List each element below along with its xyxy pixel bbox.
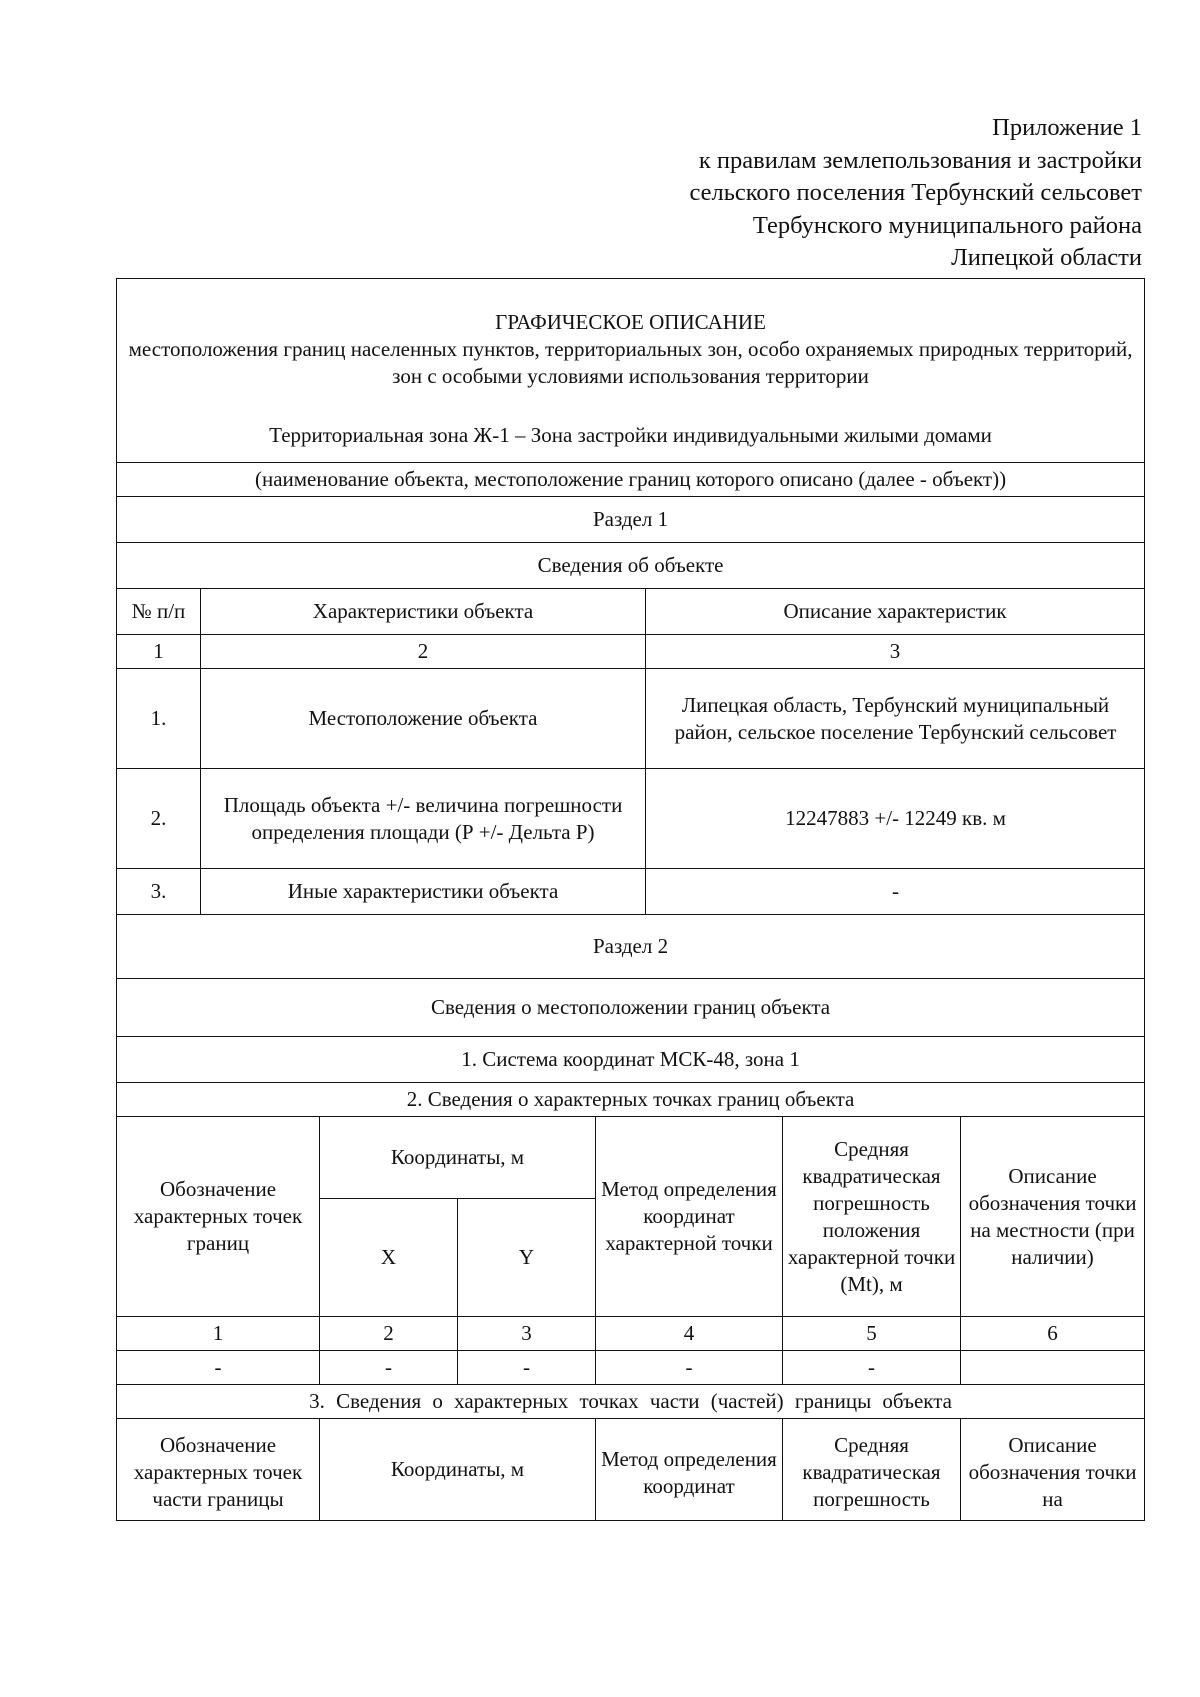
point-cell: - bbox=[117, 1351, 320, 1385]
header-description: Описание характеристик bbox=[646, 589, 1145, 635]
header-x: X bbox=[320, 1199, 458, 1317]
object-note-row bbox=[117, 463, 1145, 497]
part-header-coordinates: Координаты, м bbox=[320, 1419, 596, 1521]
title-block-row bbox=[117, 279, 1145, 463]
part-title: 3. Сведения о характерных точках части (частей) границы объекта bbox=[117, 1385, 1145, 1419]
part-header-description: Описание обозначения точки на bbox=[961, 1419, 1145, 1521]
points-title: 2. Сведения о характерных точках границ объекта bbox=[117, 1083, 1145, 1117]
header-characteristic: Характеристики объекта bbox=[201, 589, 646, 635]
table-row bbox=[117, 869, 1145, 915]
col-number: 6 bbox=[961, 1317, 1145, 1351]
row-description: - bbox=[646, 869, 1145, 915]
coord-system: 1. Система координат МСК-48, зона 1 bbox=[117, 1037, 1145, 1083]
table-row bbox=[117, 769, 1145, 869]
point-cell: - bbox=[596, 1351, 783, 1385]
header-coordinates: Координаты, м bbox=[320, 1117, 596, 1199]
header-point-description: Описание обозначения точки на местности (при наличии) bbox=[961, 1117, 1145, 1317]
section1-header-row bbox=[117, 589, 1145, 635]
points-colnum-row bbox=[117, 1317, 1145, 1351]
object-note: (наименование объекта, местоположение границ которого описано (далее - объект)) bbox=[117, 463, 1145, 497]
part-header-designation: Обозначение характерных точек части границы bbox=[117, 1419, 320, 1521]
col-number: 4 bbox=[596, 1317, 783, 1351]
section2-title-row bbox=[117, 915, 1145, 979]
part-title-row bbox=[117, 1385, 1145, 1419]
row-num: 3. bbox=[117, 869, 201, 915]
document-title: ГРАФИЧЕСКОЕ ОПИСАНИЕ bbox=[495, 310, 766, 334]
points-title-row bbox=[117, 1083, 1145, 1117]
col-number: 5 bbox=[783, 1317, 961, 1351]
appendix-label: Приложение 1 bbox=[992, 114, 1142, 141]
part-header-row bbox=[117, 1419, 1145, 1521]
row-description: 12247883 +/- 12249 кв. м bbox=[646, 769, 1145, 869]
header-line-rules: к правилам землепользования и застройки bbox=[698, 146, 1142, 174]
coord-system-row bbox=[117, 1037, 1145, 1083]
section1-title-row bbox=[117, 497, 1145, 543]
graphic-description-table bbox=[116, 278, 1145, 1521]
col-number: 2 bbox=[201, 635, 646, 669]
section2-subtitle-row bbox=[117, 979, 1145, 1037]
row-num: 2. bbox=[117, 769, 201, 869]
section2-title: Раздел 2 bbox=[117, 915, 1145, 979]
document-subtitle: местоположения границ населенных пунктов, территориальных зон, особо охраняемых природных территорий, зон с особыми условиями использования территории bbox=[128, 337, 1133, 388]
section1-subtitle: Сведения об объекте bbox=[117, 543, 1145, 589]
points-header-row-1 bbox=[117, 1117, 1145, 1199]
zone-name: Территориальная зона Ж-1 – Зона застройки индивидуальными жилыми домами bbox=[269, 423, 992, 447]
header-y: Y bbox=[458, 1199, 596, 1317]
header-error: Средняя квадратическая погрешность положения характерной точки (Mt), м bbox=[783, 1117, 961, 1317]
row-characteristic: Местоположение объекта bbox=[201, 669, 646, 769]
col-number: 1 bbox=[117, 635, 201, 669]
col-number: 1 bbox=[117, 1317, 320, 1351]
col-number: 3 bbox=[458, 1317, 596, 1351]
point-cell: - bbox=[783, 1351, 961, 1385]
point-cell: - bbox=[458, 1351, 596, 1385]
section2-subtitle: Сведения о местоположении границ объекта bbox=[117, 979, 1145, 1037]
part-header-method: Метод определения координат bbox=[596, 1419, 783, 1521]
document-header bbox=[689, 112, 1142, 275]
point-cell bbox=[961, 1351, 1145, 1385]
header-line-region: Липецкой области bbox=[951, 244, 1142, 271]
title-block bbox=[117, 279, 1145, 463]
header-designation: Обозначение характерных точек границ bbox=[117, 1117, 320, 1317]
header-method: Метод определения координат характерной точки bbox=[596, 1117, 783, 1317]
header-line-district: Тербунского муниципального района bbox=[752, 211, 1142, 239]
header-num: № п/п bbox=[117, 589, 201, 635]
section1-colnum-row bbox=[117, 635, 1145, 669]
col-number: 2 bbox=[320, 1317, 458, 1351]
row-characteristic: Иные характеристики объекта bbox=[201, 869, 646, 915]
table-row bbox=[117, 669, 1145, 769]
col-number: 3 bbox=[646, 635, 1145, 669]
point-cell: - bbox=[320, 1351, 458, 1385]
section1-title: Раздел 1 bbox=[117, 497, 1145, 543]
row-num: 1. bbox=[117, 669, 201, 769]
part-header-error: Средняя квадратическая погрешность bbox=[783, 1419, 961, 1521]
section1-subtitle-row bbox=[117, 543, 1145, 589]
table-row bbox=[117, 1351, 1145, 1385]
row-characteristic: Площадь объекта +/- величина погрешности определения площади (Р +/- Дельта Р) bbox=[201, 769, 646, 869]
header-line-settlement: сельского поселения Тербунский сельсовет bbox=[689, 179, 1142, 206]
row-description: Липецкая область, Тербунский муниципальный район, сельское поселение Тербунский сельсовет bbox=[646, 669, 1145, 769]
